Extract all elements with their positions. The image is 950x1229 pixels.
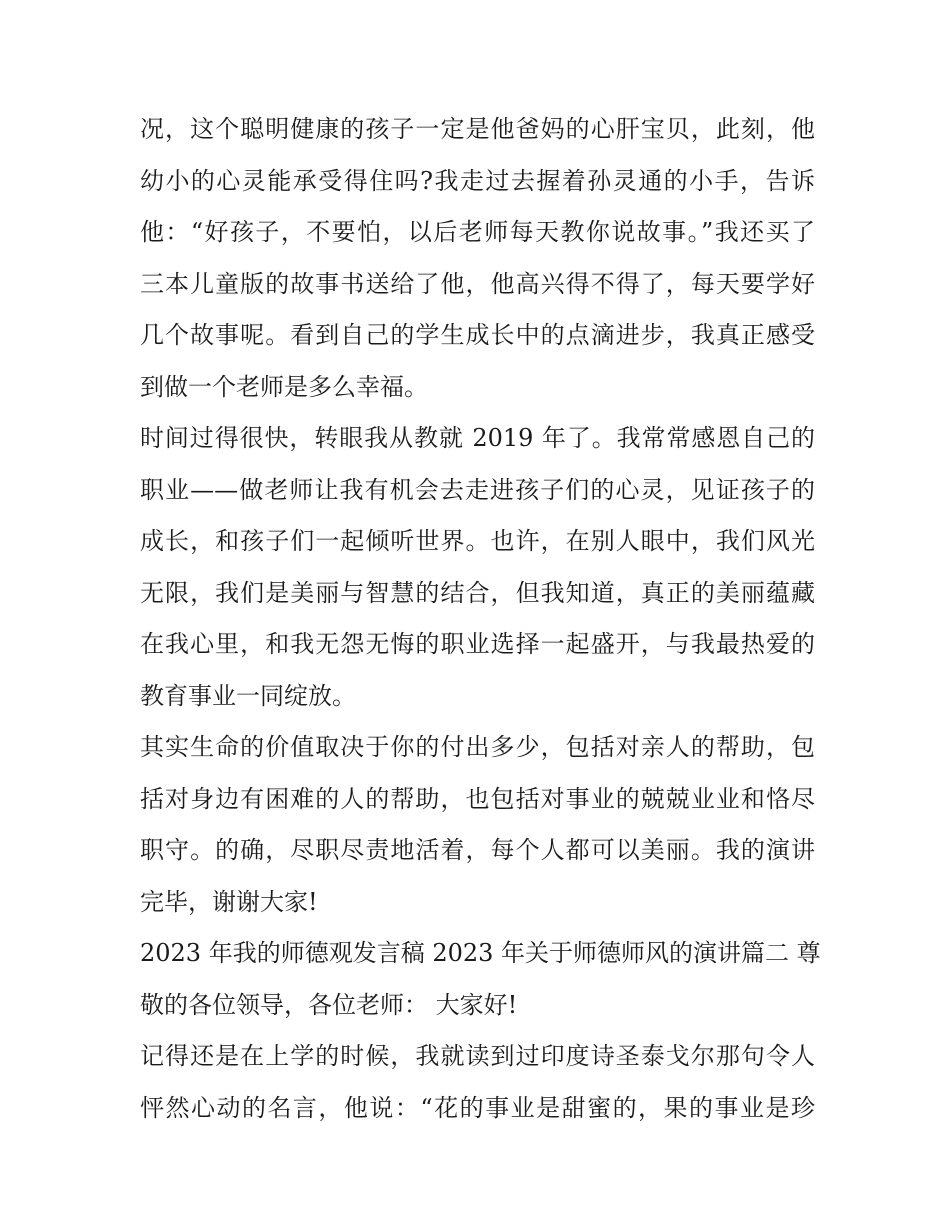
- text-line: 敬的各位领导，各位老师： 大家好!: [140, 990, 518, 1019]
- text-line: 无限，我们是美丽与智慧的结合，但我知道，真正的美丽蕴藏: [140, 578, 815, 607]
- text-line: 教育事业一同绽放。: [140, 681, 356, 710]
- text-line: 况，这个聪明健康的孩子一定是他爸妈的心肝宝贝，此刻，他: [140, 115, 815, 143]
- text-line: 记得还是在上学的时候，我就读到过印度诗圣泰戈尔那句令人: [140, 1042, 815, 1070]
- text-line: 在我心里，和我无怨无悔的职业选择一起盛开，与我最热爱的: [140, 630, 815, 658]
- text-line: 2023 年我的师德观发言稿 2023 年关于师德师风的演讲篇二 尊: [140, 939, 821, 967]
- text-line: 几个故事呢。看到自己的学生成长中的点滴进步，我真正感受: [140, 321, 815, 349]
- text-line: 括对身边有困难的人的帮助，也包括对事业的兢兢业业和恪尽: [140, 784, 815, 813]
- text-line: 职守。的确，尽职尽责地活着，每个人都可以美丽。我的演讲: [140, 836, 815, 864]
- text-line: 怦然心动的名言，他说：“花的事业是甜蜜的，果的事业是珍: [140, 1093, 815, 1122]
- text-line: 完毕，谢谢大家!: [140, 887, 318, 916]
- document-body: [140, 104, 821, 1134]
- text-line: 到做一个老师是多么幸福。: [140, 372, 428, 401]
- text-line: 职业——做老师让我有机会去走进孩子们的心灵，见证孩子的: [140, 475, 815, 504]
- text-line: 时间过得很快，转眼我从教就 2019 年了。我常常感恩自己的: [140, 424, 815, 452]
- text-line: 成长，和孩子们一起倾听世界。也许，在别人眼中，我们风光: [140, 527, 815, 555]
- text-line: 三本儿童版的故事书送给了他，他高兴得不得了，每天要学好: [140, 269, 815, 298]
- text-line: 他：“好孩子，不要怕，以后老师每天教你说故事。”我还买了: [140, 218, 815, 246]
- text-line: 其实生命的价值取决于你的付出多少，包括对亲人的帮助，包: [140, 733, 815, 761]
- text-line: 幼小的心灵能承受得住吗?我走过去握着孙灵通的小手，告诉: [140, 166, 815, 195]
